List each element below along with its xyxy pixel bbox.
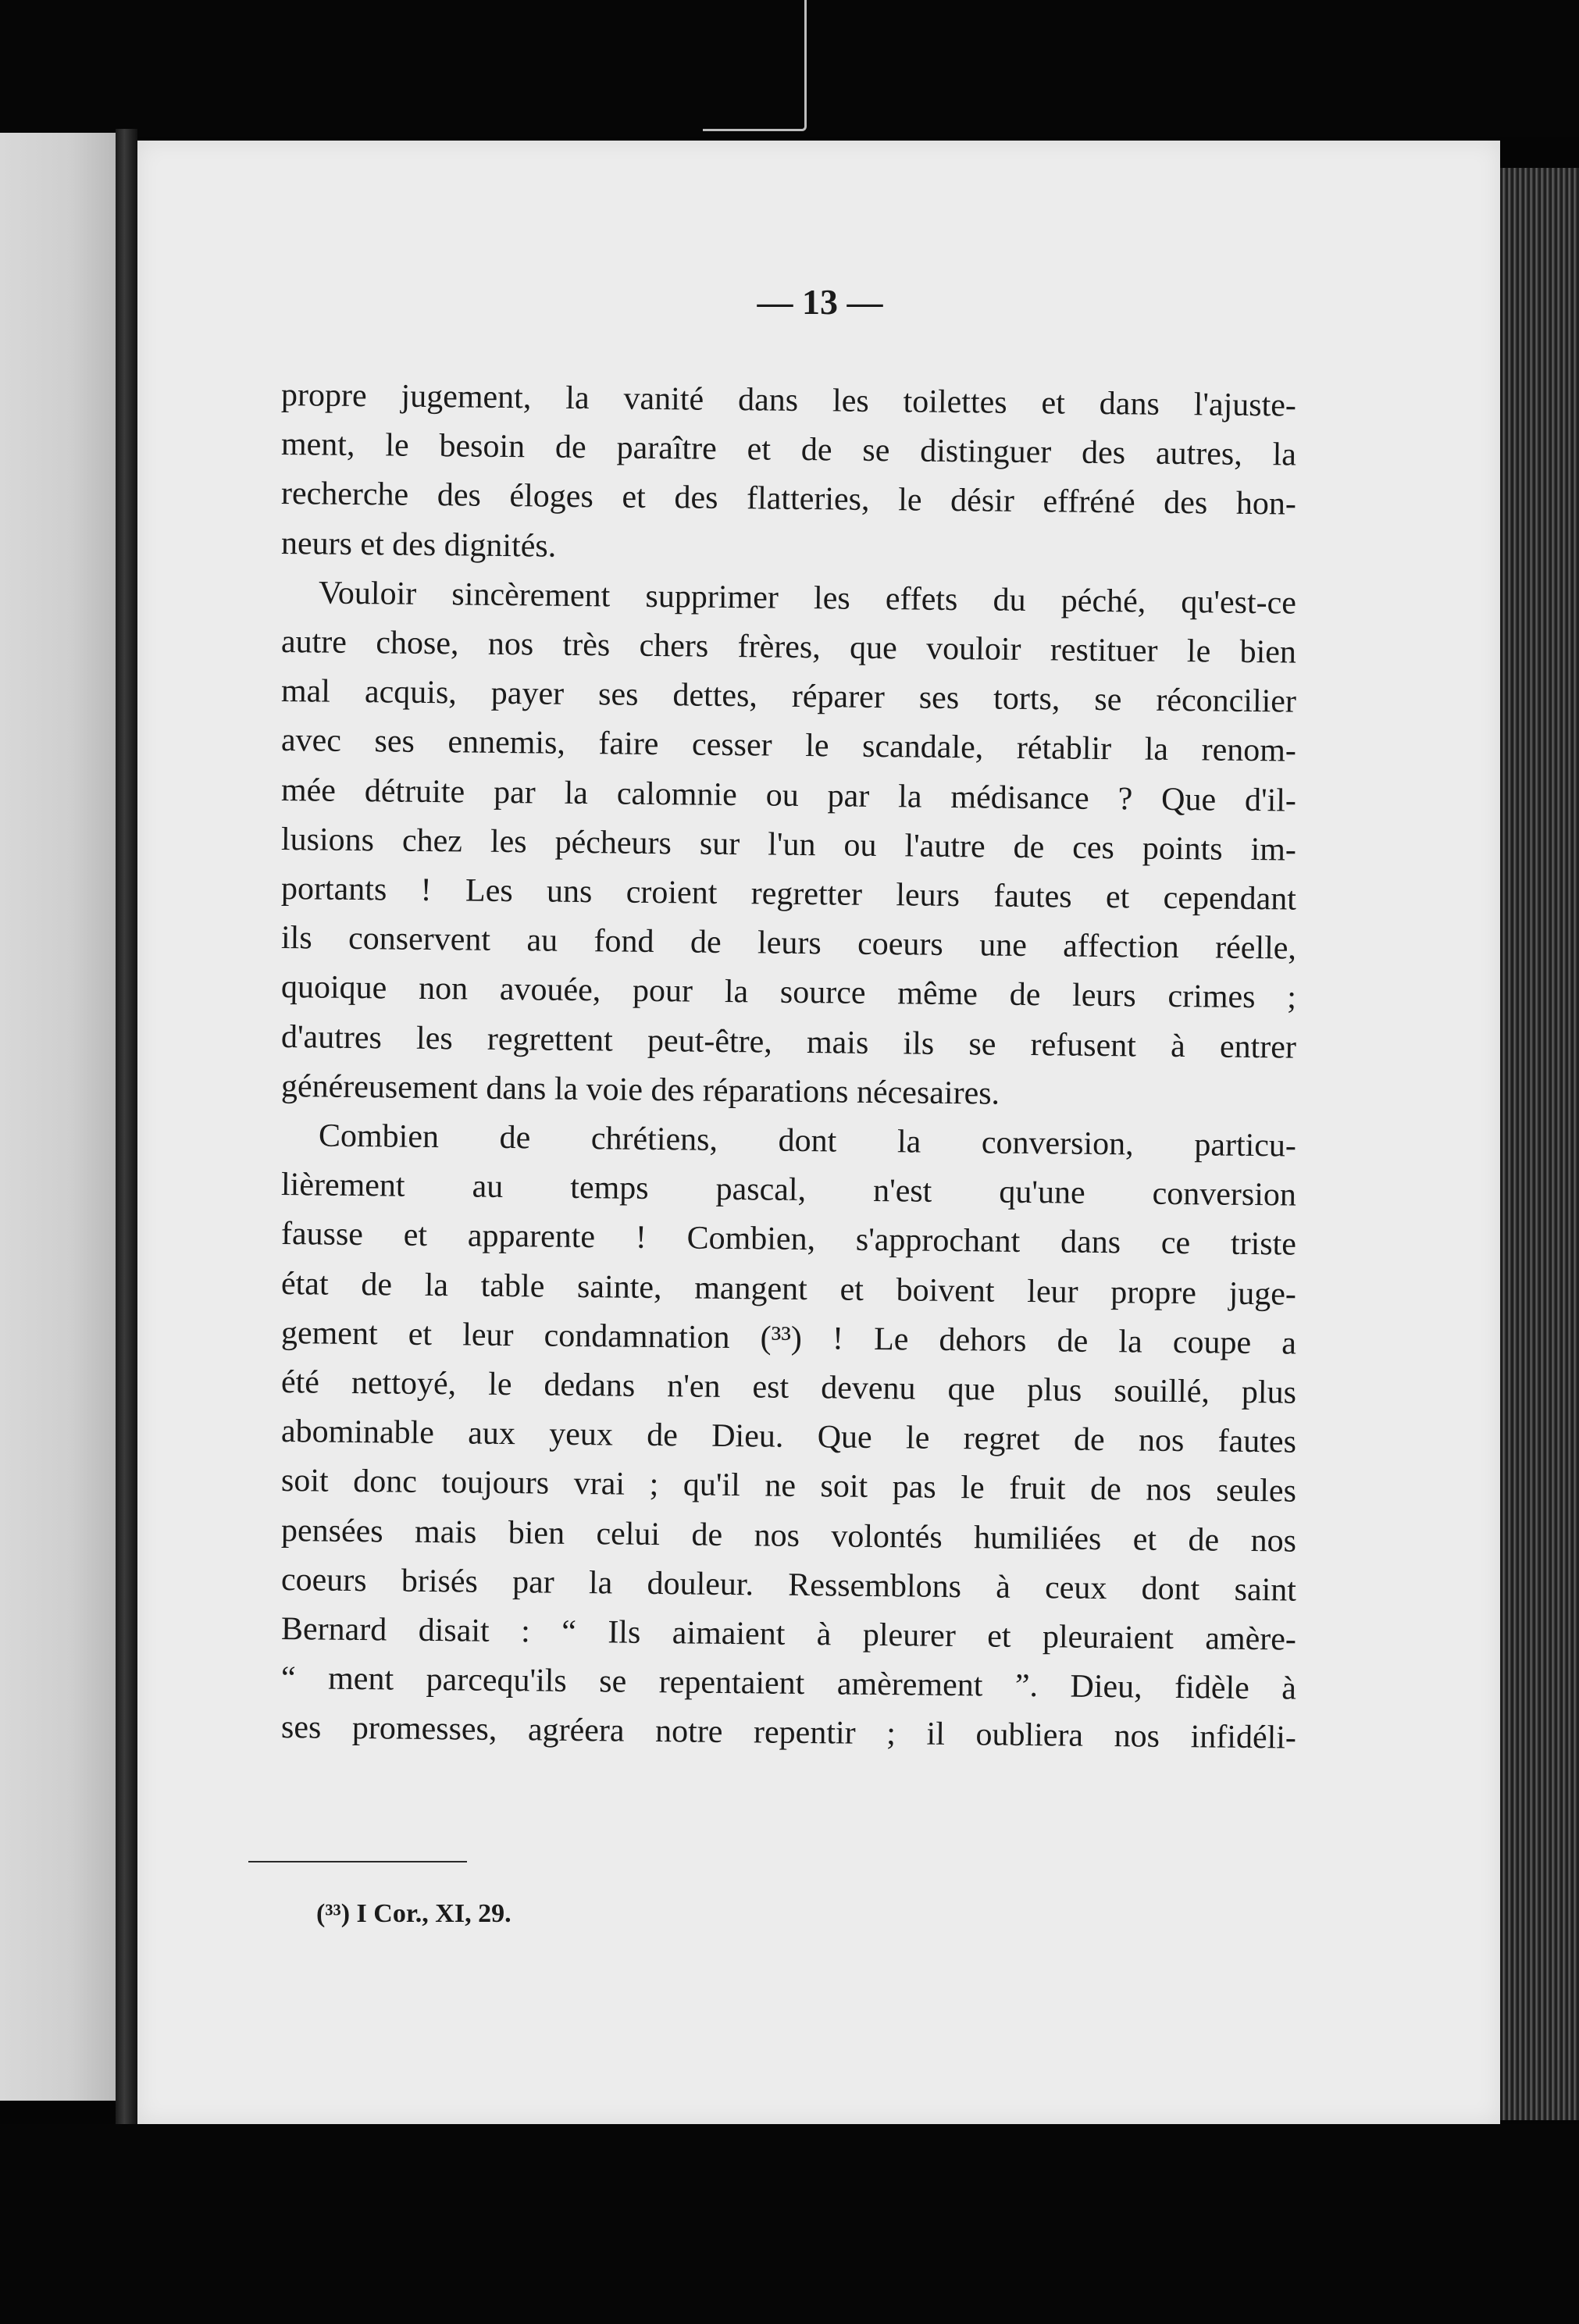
text-line: été nettoyé, le dedans n'en est devenu que plus souillé, plus [280, 1364, 1297, 1411]
page-stack-edges [1500, 168, 1579, 2120]
text-line: “ ment parcequ'ils se repentaient amèrement ”. Dieu, fidèle à [280, 1660, 1297, 1707]
text-line: Combien de chrétiens, dont la conversion, particu- [318, 1117, 1297, 1164]
text-line: fausse et apparente ! Combien, s'approchant dans ce triste [280, 1216, 1297, 1264]
text-line: autre chose, nos très chers frères, que vouloir restituer le bien [280, 624, 1297, 671]
text-line: ment, le besoin de paraître et de se distinguer des autres, la [280, 426, 1297, 473]
footnote-rule [248, 1861, 467, 1862]
text-line: ils conservent au fond de leurs coeurs une affection réelle, [280, 920, 1297, 967]
text-line: portants ! Les uns croient regretter leurs fautes et cependant [280, 871, 1297, 918]
text-line: Vouloir sincèrement supprimer les effets du péché, qu'est-ce [318, 575, 1297, 622]
text-line: état de la table sainte, mangent et boivent leur propre juge- [280, 1265, 1297, 1313]
text-line: abominable aux yeux de Dieu. Que le regret de nos fautes [280, 1413, 1297, 1460]
text-line: avec ses ennemis, faire cesser le scandale, rétablir la renom- [280, 722, 1297, 770]
book-gutter [116, 129, 137, 2128]
film-border-bottom [0, 2124, 1579, 2324]
text-line: Bernard disait : “ Ils aimaient à pleurer et pleuraient amère- [280, 1611, 1297, 1658]
text-line: généreusement dans la voie des réparations nécesaires. [280, 1068, 1000, 1112]
page-number: — 13 — [757, 282, 883, 322]
text-line: lièrement au temps pascal, n'est qu'une conversion [280, 1167, 1297, 1214]
text-line: lusions chez les pécheurs sur l'un ou l'autre de ces points im- [280, 821, 1297, 868]
text-line: neurs et des dignités. [280, 525, 557, 565]
text-line: ses promesses, agréera notre repentir ; il oubliera nos infidéli- [280, 1709, 1297, 1757]
text-line: recherche des éloges et des flatteries, le désir effréné des hon- [280, 476, 1297, 523]
text-line: quoique non avouée, pour la source même de leurs crimes ; [280, 969, 1297, 1017]
text-line: d'autres les regrettent peut-être, mais ils se refusent à entrer [280, 1018, 1297, 1066]
text-line: gement et leur condamnation (³³) ! Le dehors de la coupe a [280, 1314, 1297, 1362]
text-line: mal acquis, payer ses dettes, réparer ses torts, se réconcilier [280, 673, 1297, 720]
text-line: pensées mais bien celui de nos volontés humiliées et de nos [280, 1512, 1297, 1559]
text-line: soit donc toujours vrai ; qu'il ne soit pas le fruit de nos seules [280, 1463, 1297, 1510]
text-line: coeurs brisés par la douleur. Ressemblons à ceux dont saint [280, 1561, 1297, 1609]
film-notch-mark [703, 0, 807, 131]
body-text [280, 371, 1297, 1757]
footnote: (³³) I Cor., XI, 29. [316, 1899, 511, 1928]
facing-page-edge [0, 133, 117, 2101]
text-line: mée détruite par la calomnie ou par la médisance ? Que d'il- [280, 772, 1297, 819]
text-line: propre jugement, la vanité dans les toilettes et dans l'ajuste- [280, 377, 1297, 424]
